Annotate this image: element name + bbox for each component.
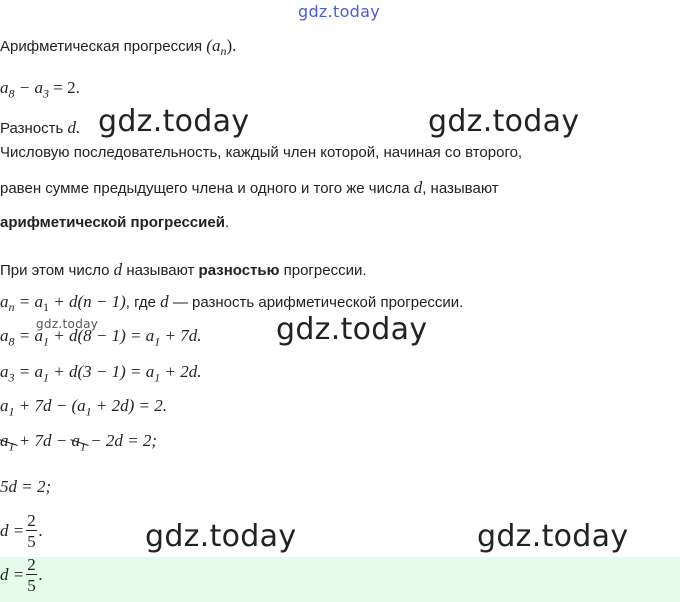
answer: d = $\frac{2}{5}$ . xyxy=(0,555,43,595)
definition-line: арифметической прогрессией. xyxy=(0,214,230,231)
watermark: gdz.today xyxy=(145,519,297,554)
watermark: gdz.today xyxy=(36,317,99,331)
solution-step: $a_8 = a_1 + d(8 - 1) = a_1 + 7d$. xyxy=(0,326,202,349)
definition-line: равен сумме предыдущего члена и одного и того же числа d, называют xyxy=(0,178,499,197)
answer-highlight xyxy=(0,557,680,602)
watermark: gdz.today xyxy=(298,2,380,21)
watermark: gdz.today xyxy=(428,104,580,139)
definition-line: При этом число d называют разностью прогрессии. xyxy=(0,260,367,279)
question-line: Разность d. xyxy=(0,118,81,137)
watermark: gdz.today xyxy=(98,104,250,139)
cancelled-term: $a_1$ xyxy=(71,431,86,454)
solution-step: $a_3 = a_1 + d(3 - 1) = a_1 + 2d$. xyxy=(0,362,202,385)
cancelled-term: $a_1$ xyxy=(0,431,15,454)
watermark: gdz.today xyxy=(477,519,629,554)
given-condition: $a_8 - a_3 = 2$. xyxy=(0,78,80,101)
problem-statement: Арифметическая прогрессия $(a_n)$. xyxy=(0,36,237,58)
watermark: gdz.today xyxy=(276,312,428,347)
solution-step: $a_1 + 7d - (a_1 + 2d) = 2$. xyxy=(0,396,167,419)
solution-step: 5d = 2; xyxy=(0,477,52,496)
solution-step: $a_1 + 7d - a_1 - 2d = 2$; xyxy=(0,431,158,454)
definition-line: Числовую последовательность, каждый член которой, начиная со второго, xyxy=(0,144,523,161)
solution-step: d = $\frac{2}{5}$ . xyxy=(0,511,43,551)
formula-line: $a_n = a_1 + d(n - 1)$, где d — разность арифметической прогрессии. xyxy=(0,292,464,315)
